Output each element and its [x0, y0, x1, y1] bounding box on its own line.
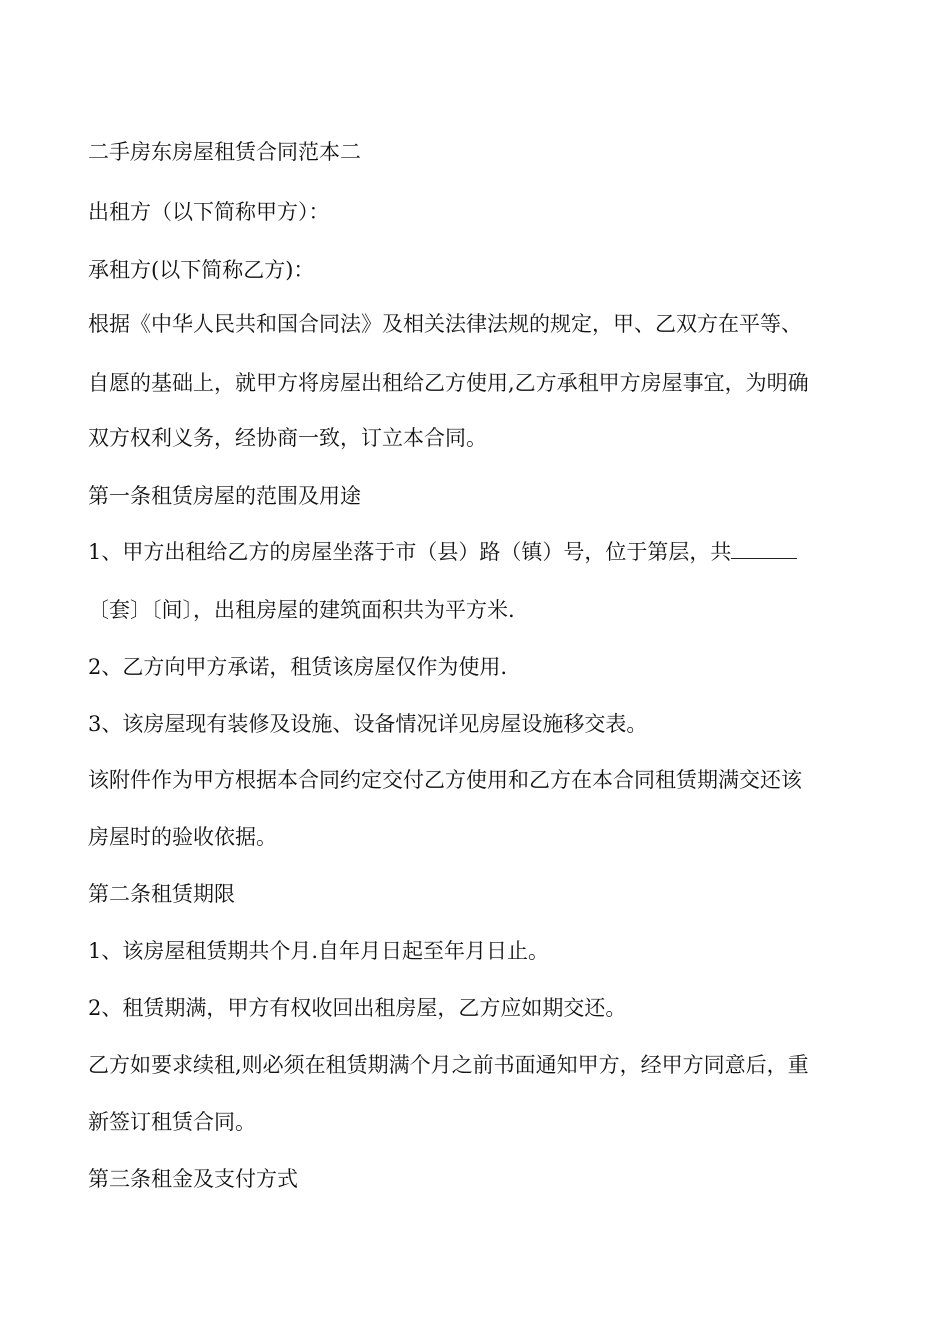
appendix-line-1: 该附件作为甲方根据本合同约定交付乙方使用和乙方在本合同租赁期满交还该: [88, 768, 802, 792]
article-2-item-1: 1、该房屋租赁期共个月.自年月日起至年月日止。: [88, 939, 550, 963]
preamble-line-3: 双方权利义务，经协商一致，订立本合同。: [88, 426, 487, 450]
document-title: 二手房东房屋租赁合同范本二: [88, 140, 361, 164]
article-1-item-1-text: 1、甲方出租给乙方的房屋坐落于市（县）路（镇）号，位于第层，共: [88, 540, 732, 564]
lessee-line: 承租方(以下简称乙方)：: [88, 258, 315, 282]
article-3-heading: 第三条租金及支付方式: [88, 1167, 298, 1191]
renewal-line-1: 乙方如要求续租,则必须在租赁期满个月之前书面通知甲方，经甲方同意后，重: [88, 1053, 809, 1077]
article-1-item-1-cont: 〔套〕〔间〕，出租房屋的建筑面积共为平方米.: [88, 598, 515, 622]
renewal-line-2: 新签订租赁合同。: [88, 1110, 256, 1134]
appendix-line-2: 房屋时的验收依据。: [88, 825, 277, 849]
preamble-line-1: 根据《中华人民共和国合同法》及相关法律法规的规定，甲、乙双方在平等、: [88, 312, 802, 336]
article-2-item-2: 2、租赁期满，甲方有权收回出租房屋，乙方应如期交还。: [88, 996, 627, 1020]
article-1-item-3: 3、该房屋现有装修及设施、设备情况详见房屋设施移交表。: [88, 712, 648, 736]
fill-in-blank: [731, 539, 797, 559]
lessor-line: 出租方（以下简称甲方）：: [88, 200, 330, 224]
article-1-heading: 第一条租赁房屋的范围及用途: [88, 484, 361, 508]
article-2-heading: 第二条租赁期限: [88, 882, 235, 906]
article-1-item-1: [88, 537, 797, 567]
preamble-line-2: 自愿的基础上，就甲方将房屋出租给乙方使用,乙方承租甲方房屋事宜，为明确: [88, 371, 809, 395]
article-1-item-2: 2、乙方向甲方承诺，租赁该房屋仅作为使用.: [88, 655, 508, 679]
